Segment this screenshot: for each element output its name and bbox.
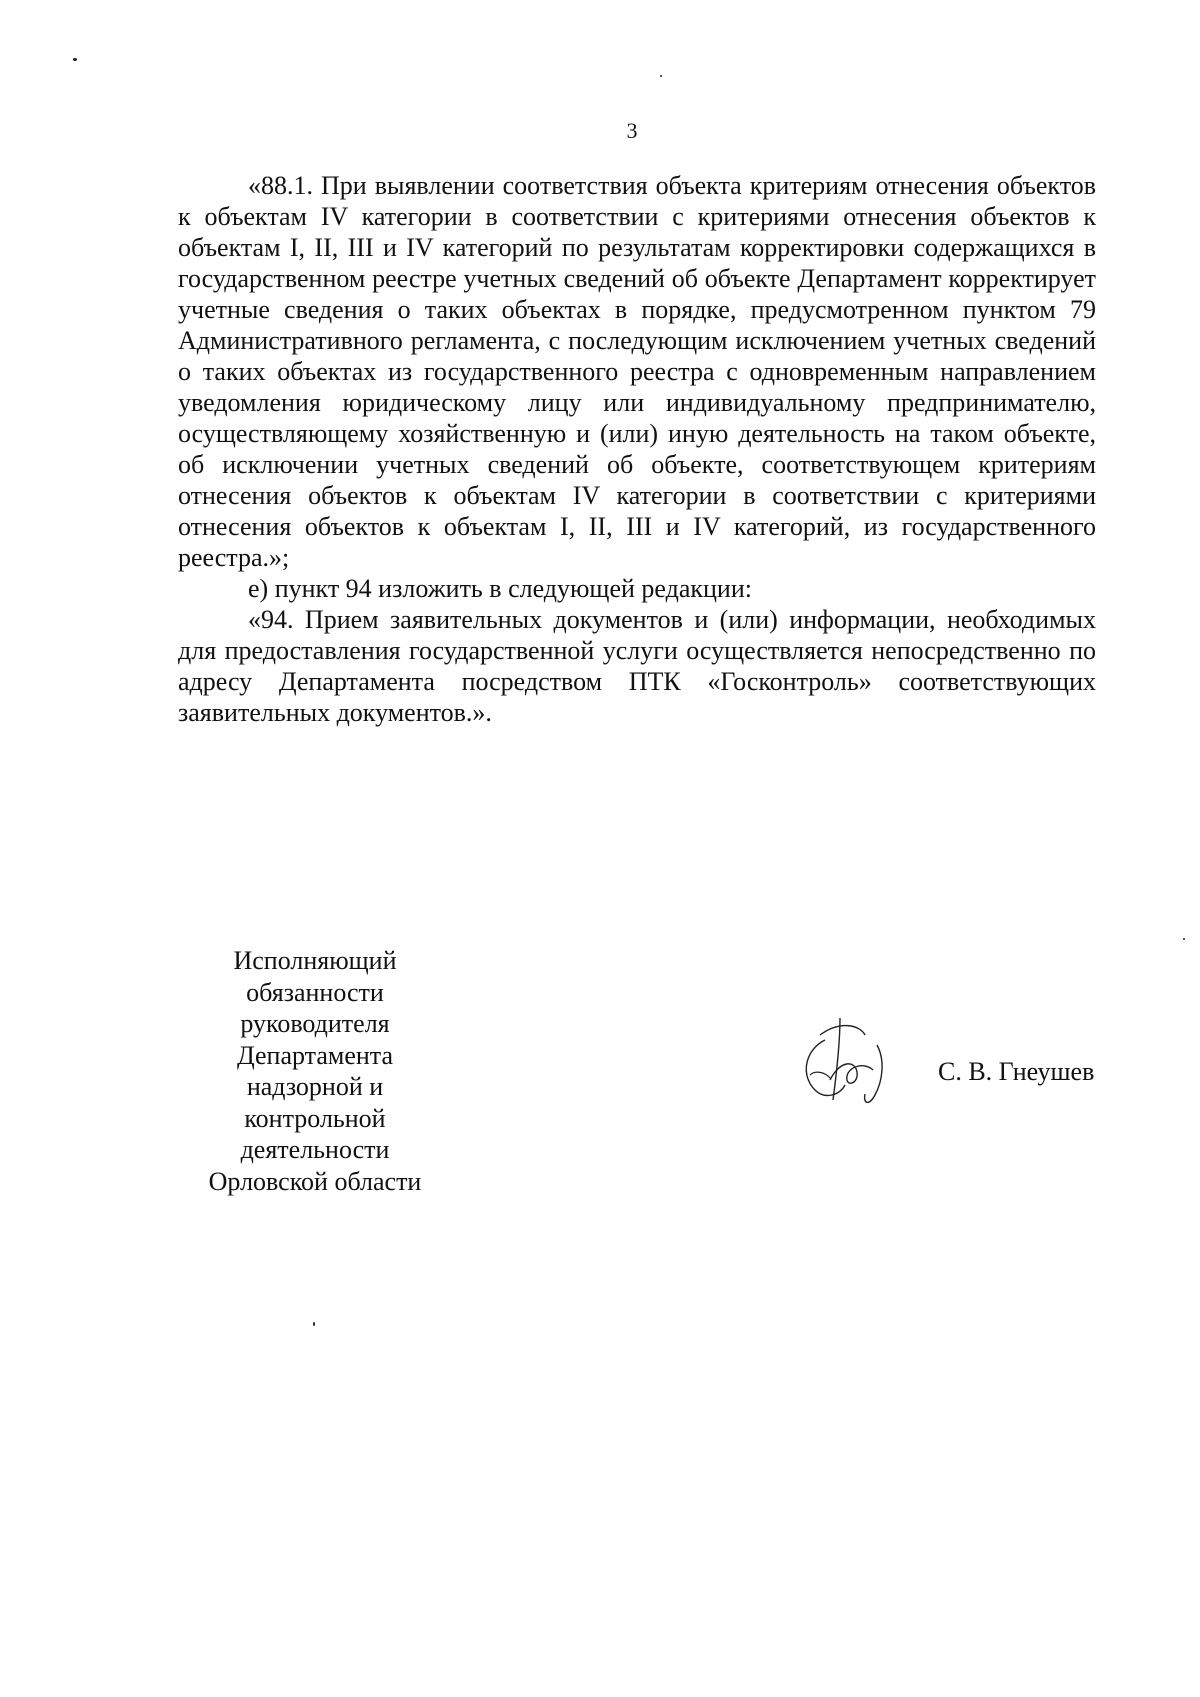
- paragraph-88-1: «88.1. При выявлении соответствия объекта критериям отнесения объектов к объектам IV категории в соответствии с критериями отнесения объектов к объектам I, II, III и IV категорий по результатам корректировки содержащихся в государственном реестре учетных сведений об объекте Департамент корректирует учетные сведения о таких объектах в порядке, предусмотренном пунктом 79 Административного регламента, с последующим исключением учетных сведений о таких объектах из государственного реестра с одновременным направлением уведомления юридическому лицу или индивидуальному предпринимателю, осуществляющему хозяйственную и (или) иную деятельность на таком объекте, об исключении учетных сведений об объекте, соответствующем критериям отнесения объектов к объектам IV категории в соответствии с критериями отнесения объектов к объектам I, II, III и IV категорий, из государственного реестра.»;: [178, 171, 1096, 572]
- scan-speck: [73, 58, 77, 61]
- scan-speck: [313, 1322, 315, 1326]
- signatory-title-line: надзорной и: [246, 1072, 384, 1101]
- handwritten-signature: [785, 1000, 905, 1120]
- page-number: 3: [626, 118, 638, 143]
- signatory-title-line: контрольной: [244, 1103, 386, 1133]
- scan-speck: [1183, 938, 1185, 940]
- signatory-title-line: Исполняющий: [233, 946, 397, 975]
- document-body: [178, 170, 1096, 728]
- paragraph-amendment-e: е) пункт 94 изложить в следующей редакции:: [248, 574, 752, 603]
- paragraph-94: «94. Прием заявительных документов и (или) информации, необходимых для предоставления государственной услуги осуществляется непосредственно по адресу Департамента посредством ПТК «Госконтроль» соответствующих заявительных документов.».: [178, 605, 1096, 727]
- signer-name: С. В. Гнеушев: [938, 1057, 1095, 1086]
- signatory-title-line: обязанности: [246, 977, 384, 1007]
- scan-speck: [660, 75, 662, 77]
- signatory-title: [180, 945, 450, 1197]
- signatory-title-line: Орловской области: [208, 1166, 422, 1196]
- signatory-title-line: руководителя: [240, 1009, 390, 1038]
- signatory-title-line: Департамента: [236, 1040, 394, 1070]
- signatory-title-line: деятельности: [240, 1135, 390, 1164]
